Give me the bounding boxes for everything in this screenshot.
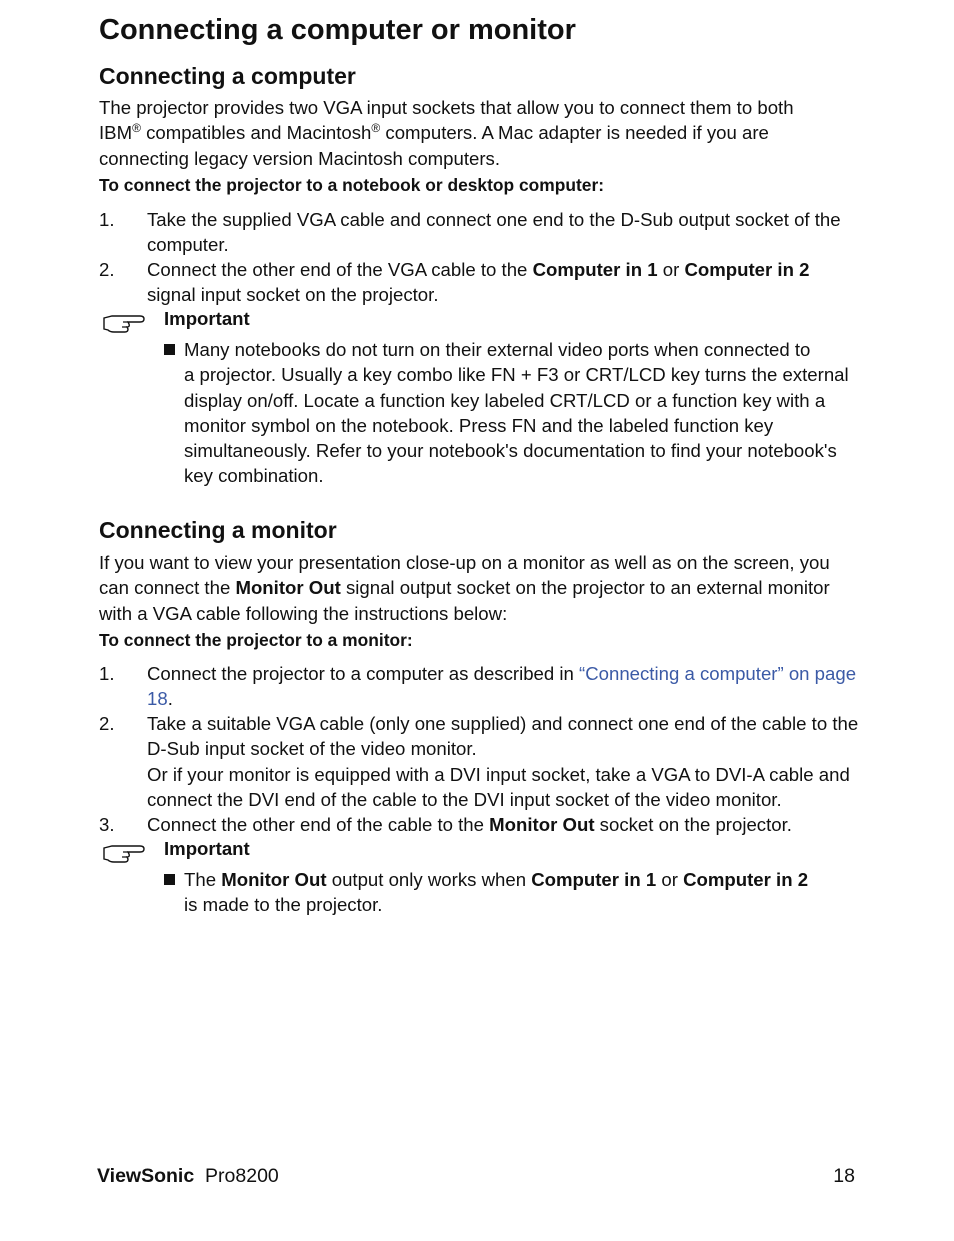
list-item: 2. Connect the other end of the VGA cable to the Computer in 1 or Computer in 2 signal input socket on the projector. <box>99 259 810 306</box>
list-item: 1. Connect the projector to a computer as described in “Connecting a computer” on page 18. <box>99 663 857 710</box>
list-item: 3. Connect the other end of the cable to the Monitor Out socket on the projector. <box>99 814 792 835</box>
important-label: Important <box>164 308 250 329</box>
section-heading-computer: Connecting a computer <box>99 63 356 89</box>
page-title: Connecting a computer or monitor <box>99 14 576 46</box>
cross-reference-link[interactable]: “Connecting a computer” on page 18 <box>147 663 857 710</box>
footer-brand: ViewSonic <box>97 1165 195 1187</box>
pointing-hand-icon <box>102 312 146 334</box>
square-bullet-icon <box>164 874 175 885</box>
section-heading-monitor: Connecting a monitor <box>99 517 337 543</box>
pointing-hand-icon <box>102 842 146 864</box>
important-label: Important <box>164 838 250 859</box>
computer-subheading: To connect the projector to a notebook or desktop computer: <box>99 175 604 195</box>
important-note: Many notebooks do not turn on their external video ports when connected to a projector. Usually a key combo like FN + F3 or CRT/LCD key turns the external display on/off. Locate a function key labeled CRT/LCD or a function key with a monitor symbol on the notebook. Press FN and the labeled function key simultaneously. Refer to your notebook's documentation to find your notebook's key combination. <box>164 337 864 489</box>
monitor-intro: If you want to view your presentation close-up on a monitor as well as on the screen, you can connect the Monitor Out signal output socket on the projector to an external monitor with a VGA cable following the instructions below: <box>99 552 830 624</box>
monitor-subheading: To connect the projector to a monitor: <box>99 630 413 650</box>
list-item: 2. Take a suitable VGA cable (only one supplied) and connect one end of the cable to the D-Sub input socket of the video monitor. Or if your monitor is equipped with a DVI input socket, take a VGA to DVI-A cable and connect the DVI end of the cable to the DVI input socket of the video monitor. <box>99 713 859 810</box>
footer-model: Pro8200 <box>205 1165 279 1187</box>
computer-intro: The projector provides two VGA input sockets that allow you to connect them to both IBM® compatibles and Macintosh® computers. A Mac adapter is needed if you are connecting legacy version Macintosh computers. <box>99 97 794 169</box>
page-number: 18 <box>833 1165 855 1187</box>
important-note: The Monitor Out output only works when Computer in 1 or Computer in 2 is made to the projector. <box>164 867 864 918</box>
square-bullet-icon <box>164 344 175 355</box>
page-footer <box>97 1165 857 1188</box>
list-item: 1. Take the supplied VGA cable and connect one end to the D-Sub output socket of the computer. <box>99 209 841 256</box>
